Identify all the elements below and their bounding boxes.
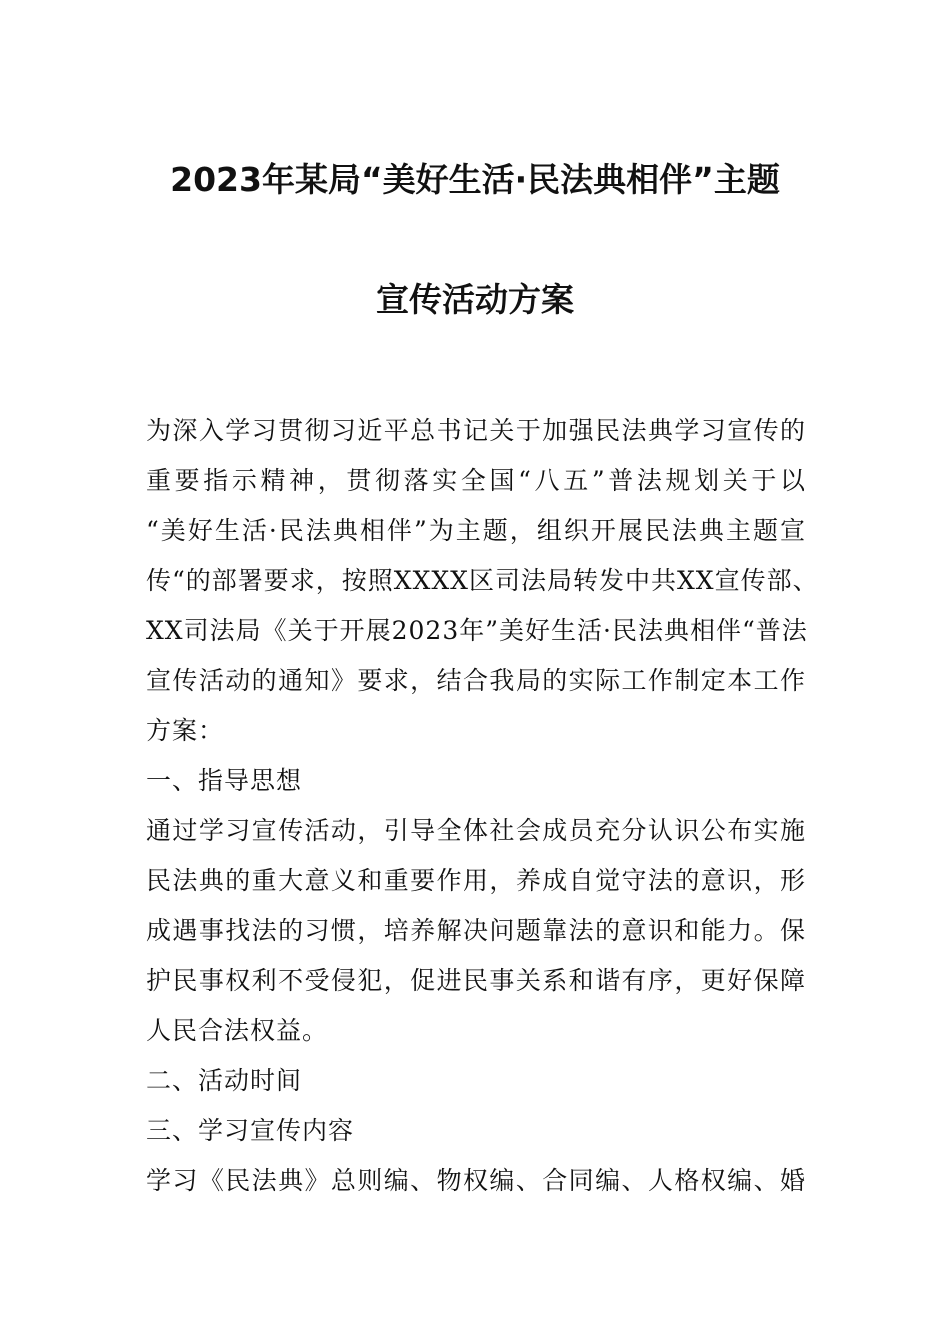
document-title-line-1: 2023年某局“美好生活·民法典相伴”主题 [170,160,780,199]
body-line: 方案： [146,716,225,745]
body-line: 宣传活动的通知》要求，结合我局的实际工作制定本工作 [146,666,806,695]
body-line: 通过学习宣传活动，引导全体社会成员充分认识公布实施 [146,816,806,845]
body-line: 民法典的重大意义和重要作用，养成自觉守法的意识，形 [146,866,806,895]
section-heading: 三、学习宣传内容 [146,1116,355,1145]
body-line: 学习《民法典》总则编、物权编、合同编、人格权编、婚 [146,1166,806,1195]
section-heading: 二、活动时间 [146,1066,303,1095]
body-line: 成遇事找法的习惯，培养解决问题靠法的意识和能力。保 [146,916,806,945]
body-line: “美好生活·民法典相伴”为主题，组织开展民法典主题宣 [146,516,806,545]
body-line: 为深入学习贯彻习近平总书记关于加强民法典学习宣传的 [146,416,806,445]
document-body [146,406,819,1206]
body-line: 护民事权利不受侵犯，促进民事关系和谐有序，更好保障 [146,966,806,995]
body-line: 传“的部署要求，按照XXXX区司法局转发中共XX宣传部、 [146,566,819,595]
document-title-line-2: 宣传活动方案 [376,280,574,319]
body-line: XX司法局《关于开展2023年”美好生活·民法典相伴“普法 [146,616,808,645]
body-line: 重要指示精神，贯彻落实全国“八五”普法规划关于以 [146,466,806,495]
section-heading: 一、指导思想 [146,766,303,795]
body-line: 人民合法权益。 [146,1016,329,1045]
